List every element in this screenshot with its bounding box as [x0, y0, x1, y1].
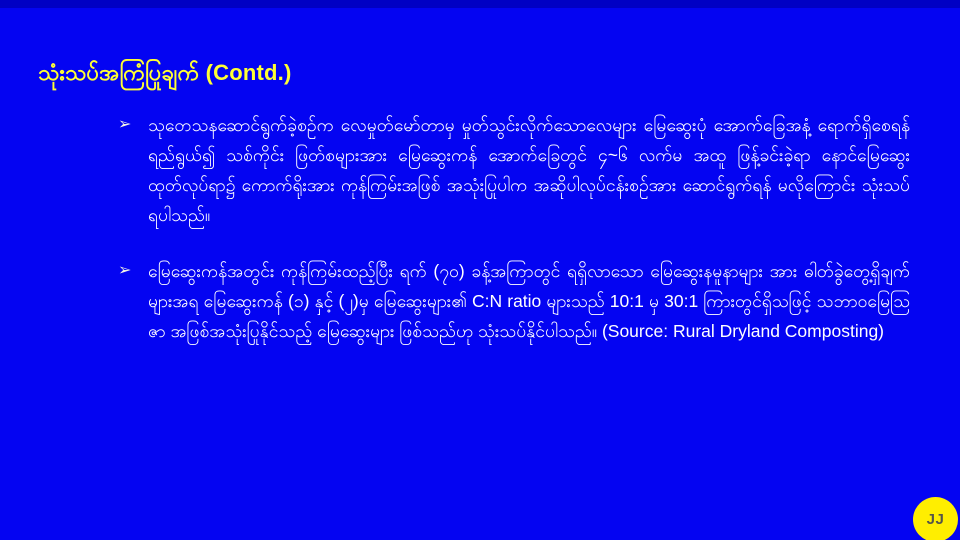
- arrow-bullet-icon: ➢: [118, 262, 132, 279]
- slide-title: သုံးသပ်အကြံပြုချက် (Contd.): [38, 60, 292, 85]
- bullet-item: [118, 110, 910, 230]
- bullet-text: မြေဆွေးကန်အတွင်း ကုန်ကြမ်းထည့်ပြီး ရက် (၇၀) ခန့်အကြာတွင် ရရှိလာသော မြေဆွေးနမူနာများ အား ဓါတ်ခွဲတွေ့ရှိချက်များအရ မြေဆွေးကန် (၁) နှင့် (၂)မှ မြေဆွေးများ၏ C:N ratio များသည် 10:1 မှ 30:1 ကြားတွင်ရှိသဖြင့် သဘာဝမြေသြဇာ အဖြစ်အသုံးပြုနိုင်သည့် မြေဆွေးများ ဖြစ်သည်ဟု သုံးသပ်နိုင်ပါသည်။ (Source: Rural Dryland Composting): [148, 261, 910, 341]
- arrow-bullet-icon: ➢: [118, 116, 132, 133]
- bullet-text: သုတေသနဆောင်ရွက်ခဲ့စဉ်က လေမှုတ်မော်တာမှ မှုတ်သွင်းလိုက်သောလေများ မြေဆွေးပုံ အောက်ခြေအနံ့ ရောက်ရှိစေရန်ရည်ရွယ်၍ သစ်ကိုင်း ဖြတ်စများအား မြေဆွေးကန် အောက်ခြေတွင် ၄~၆ လက်မ အထူ ဖြန့်ခင်းခဲ့ရာ နောင်မြေဆွေးထုတ်လုပ်ရာ၌ ကောက်ရိုးအား ကုန်ကြမ်းအဖြစ် အသုံးပြုပါက အဆိုပါလုပ်ငန်းစဉ်အား ဆောင်ရွက်ရန် မလိုကြောင်း သုံးသပ်ရပါသည်။: [148, 115, 910, 225]
- top-edge-strip: [0, 0, 960, 8]
- presenter-initials-badge: JJ: [913, 497, 958, 540]
- slide-body: [118, 110, 910, 372]
- bullet-item: [118, 256, 910, 346]
